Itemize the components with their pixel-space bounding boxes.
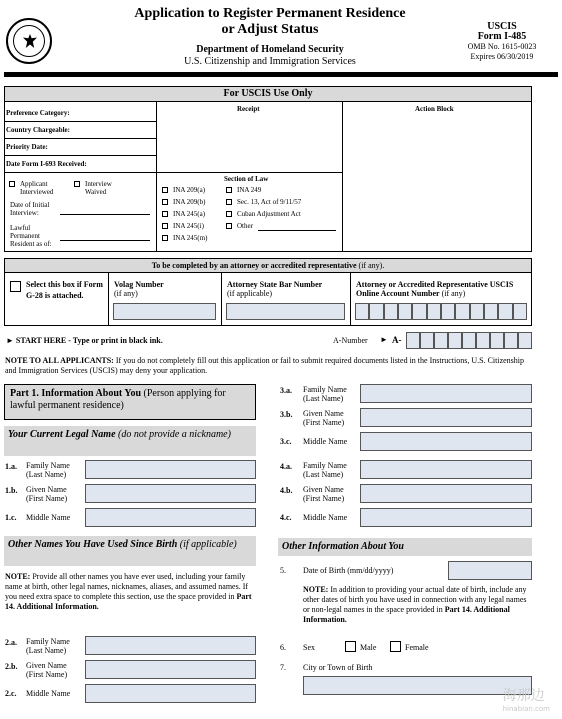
applicant-interviewed-label: Applicant Interviewed: [20, 180, 54, 196]
law-checkbox[interactable]: [162, 235, 168, 241]
given-name-label: Given Name (First Name): [26, 661, 68, 679]
interview-waived-label: Interview Waived: [85, 180, 112, 196]
legal-name-header: [4, 426, 256, 456]
digit-box[interactable]: [412, 303, 426, 320]
other-names-header: [4, 536, 256, 566]
family-name-label: Family Name (Last Name): [26, 461, 70, 479]
law-option: INA 245(i): [173, 222, 204, 230]
digit-box[interactable]: [355, 303, 369, 320]
female-checkbox[interactable]: [390, 641, 401, 652]
law-checkbox[interactable]: [162, 211, 168, 217]
attorney-header-bold: To be completed by an attorney or accredited representative: [151, 261, 357, 270]
row-number: 2.a.: [5, 638, 17, 647]
middle-name-label: Middle Name: [303, 437, 348, 446]
row-number: 4.b.: [280, 486, 293, 495]
omb-number: OMB No. 1615-0023: [467, 42, 537, 51]
digit-box[interactable]: [476, 332, 490, 349]
department-block: [100, 44, 440, 68]
arrow-right-icon: ►: [6, 336, 14, 345]
divider: [4, 121, 156, 122]
row-number: 4.a.: [280, 462, 292, 471]
priority-date-label: Priority Date:: [6, 143, 48, 151]
volag-label-text: Volag Number: [114, 280, 164, 289]
divider: [4, 138, 156, 139]
form-title: [100, 6, 440, 38]
digit-box[interactable]: [427, 303, 441, 320]
form-id-block: [452, 22, 552, 62]
other-given-name-input[interactable]: [360, 408, 532, 427]
row-number: 4.c.: [280, 513, 292, 522]
law-checkbox[interactable]: [226, 223, 232, 229]
row-number: 3.b.: [280, 410, 293, 419]
a-number-input[interactable]: [406, 332, 532, 349]
interview-waived-checkbox[interactable]: [74, 181, 80, 187]
watermark-logo: [503, 685, 550, 713]
law-checkbox[interactable]: [226, 187, 232, 193]
row-number: 2.b.: [5, 662, 18, 671]
middle-name-label: Middle Name: [26, 689, 71, 698]
other-family-name-input[interactable]: [85, 636, 256, 655]
note-part-ref: Part 14. Additional Information.: [5, 592, 252, 611]
divider: [4, 172, 342, 173]
title-line-2: or Adjust Status: [221, 22, 319, 37]
law-option: Other: [237, 222, 253, 230]
expiration-date: Expires 06/30/2019: [470, 52, 534, 61]
department-name: Department of Homeland Security: [196, 44, 344, 55]
section-of-law-label: Section of Law: [224, 175, 269, 183]
divider: [60, 214, 150, 215]
law-option: INA 209(a): [173, 186, 206, 194]
digit-box[interactable]: [498, 303, 512, 320]
start-here-bold: START HERE: [15, 336, 67, 345]
digit-box[interactable]: [513, 303, 527, 320]
given-name-label: Given Name (First Name): [26, 485, 68, 503]
legal-name-note: (do not provide a nickname): [118, 429, 231, 440]
city-of-birth-input[interactable]: [303, 676, 532, 695]
volag-sub: (if any): [114, 289, 138, 298]
male-checkbox[interactable]: [345, 641, 356, 652]
divider: [221, 273, 222, 326]
legal-name-title: Your Current Legal Name: [8, 429, 116, 440]
law-checkbox[interactable]: [226, 211, 232, 217]
law-checkbox[interactable]: [162, 199, 168, 205]
other-info-header: Other Information About You: [278, 538, 532, 556]
other-given-name-input[interactable]: [85, 660, 256, 679]
dhs-seal: [6, 18, 52, 64]
row-number: 7.: [280, 663, 286, 672]
female-label: Female: [405, 643, 429, 652]
form-number: Form I-485: [477, 31, 527, 42]
dob-label: Date of Birth (mm/dd/yyyy): [303, 566, 394, 575]
account-label-text: Attorney or Accredited Representative USCIS Online Account Number: [356, 280, 514, 298]
other-given-name-input[interactable]: [360, 484, 532, 503]
digit-box[interactable]: [441, 303, 455, 320]
account-sub: (if any): [441, 289, 466, 298]
male-label: Male: [360, 643, 377, 652]
bar-number-input[interactable]: [226, 303, 345, 320]
part1-title-bold: Part 1. Information About You: [10, 388, 142, 399]
volag-label: [114, 280, 164, 298]
note-bold: NOTE:: [5, 572, 31, 581]
digit-box[interactable]: [398, 303, 412, 320]
other-middle-name-input[interactable]: [360, 508, 532, 527]
digit-box[interactable]: [384, 303, 398, 320]
preference-category-label: Preference Category:: [6, 109, 70, 117]
divider: [4, 155, 156, 156]
start-here-rest: - Type or print in black ink.: [68, 336, 163, 345]
middle-name-label: Middle Name: [303, 513, 348, 522]
dob-note-part-ref: Part 14. Additional Information.: [303, 605, 510, 624]
family-name-input[interactable]: [85, 460, 256, 479]
law-option: INA 245(m): [173, 234, 208, 242]
row-number: 6.: [280, 643, 286, 652]
part1-header: [4, 384, 256, 420]
family-name-label: Family Name (Last Name): [303, 385, 347, 403]
note-text: Provide all other names you have ever used, including your family name at birth, other legal names, nicknames, aliases, and assumed names. If you need extra space to complete this section, use the space provided in: [5, 572, 249, 601]
law-option: INA 245(a): [173, 210, 206, 218]
digit-box[interactable]: [518, 332, 532, 349]
middle-name-label: Middle Name: [26, 513, 71, 522]
bar-sub: (if applicable): [227, 289, 273, 298]
divider: [156, 102, 157, 252]
other-names-note-block: [5, 572, 257, 612]
row-number: 3.a.: [280, 386, 292, 395]
dob-note-text: In addition to providing your actual date of birth, include any other dates of birth you have used in connection with any legal names or non-legal names in the space provided in: [303, 585, 527, 614]
dob-note-bold: NOTE:: [303, 585, 329, 594]
digit-box[interactable]: [470, 303, 484, 320]
bar-label-text: Attorney State Bar Number: [227, 280, 323, 289]
digit-box[interactable]: [369, 303, 383, 320]
divider: [60, 240, 150, 241]
other-middle-name-input[interactable]: [85, 684, 256, 703]
notice-bold: NOTE TO ALL APPLICANTS:: [5, 356, 114, 365]
header-divider: [4, 72, 558, 77]
given-name-label: Given Name (First Name): [303, 409, 345, 427]
row-number: 2.c.: [5, 689, 17, 698]
digit-box[interactable]: [490, 332, 504, 349]
arrow-right-icon: ►: [380, 335, 388, 344]
row-number: 3.c.: [280, 437, 292, 446]
agency-short: USCIS: [487, 21, 517, 32]
date-of-birth-input[interactable]: [448, 561, 532, 580]
lpr-as-of-label: Lawful Permanent Resident as of:: [10, 224, 52, 248]
other-middle-name-input[interactable]: [360, 432, 532, 451]
attorney-header-rest: (if any).: [358, 261, 385, 270]
volag-number-input[interactable]: [113, 303, 216, 320]
digit-box[interactable]: [484, 303, 498, 320]
other-names-title: Other Names You Have Used Since Birth: [8, 539, 178, 550]
account-number-input[interactable]: [355, 303, 527, 320]
g28-checkbox[interactable]: [10, 281, 21, 292]
uscis-use-title: For USCIS Use Only: [4, 86, 532, 102]
title-line-1: Application to Register Permanent Residence: [134, 6, 406, 21]
start-here: [6, 336, 163, 345]
digit-box[interactable]: [462, 332, 476, 349]
row-number: 1.b.: [5, 486, 18, 495]
city-of-birth-label: City or Town of Birth: [303, 663, 373, 672]
country-chargeable-label: Country Chargeable:: [6, 126, 70, 134]
divider: [258, 230, 336, 231]
digit-box[interactable]: [504, 332, 518, 349]
digit-box[interactable]: [420, 332, 434, 349]
other-family-name-input[interactable]: [360, 460, 532, 479]
law-option: INA 209(b): [173, 198, 206, 206]
middle-name-input[interactable]: [85, 508, 256, 527]
given-name-label: Given Name (First Name): [303, 485, 345, 503]
digit-box[interactable]: [406, 332, 420, 349]
watermark-sub: hinabian.com: [502, 705, 550, 713]
account-label: [356, 280, 528, 298]
other-family-name-input[interactable]: [360, 384, 532, 403]
agency-name: U.S. Citizenship and Immigration Services: [184, 56, 356, 67]
divider: [350, 273, 351, 326]
notice-text: If you do not completely fill out this application or fail to submit required documents listed in the Instructions, U.S. Citizenship and Immigration Services (USCIS) may deny your application.: [5, 356, 525, 375]
receipt-label: Receipt: [237, 105, 260, 113]
sex-label: Sex: [303, 643, 315, 652]
eagle-icon: [23, 34, 37, 48]
watermark-main: 海那边: [502, 688, 545, 704]
law-checkbox[interactable]: [226, 199, 232, 205]
initial-interview-label: Date of Initial Interview:: [10, 201, 50, 217]
law-option: INA 249: [237, 186, 262, 194]
other-names-note: (if applicable): [179, 539, 237, 550]
row-number: 5.: [280, 566, 286, 575]
action-block-label: Action Block: [415, 105, 454, 113]
digit-box[interactable]: [448, 332, 462, 349]
law-option: Cuban Adjustment Act: [237, 210, 301, 218]
digit-box[interactable]: [455, 303, 469, 320]
g28-label: Select this box if Form G-28 is attached.: [26, 280, 103, 300]
notice-to-applicants: [5, 356, 533, 376]
law-checkbox[interactable]: [162, 187, 168, 193]
row-number: 1.a.: [5, 462, 17, 471]
row-number: 1.c.: [5, 513, 17, 522]
law-checkbox[interactable]: [162, 223, 168, 229]
given-name-input[interactable]: [85, 484, 256, 503]
family-name-label: Family Name (Last Name): [303, 461, 347, 479]
law-option: Sec. 13, Act of 9/11/57: [237, 198, 302, 206]
part1-title-rest: (Person applying for lawful permanent residence): [10, 388, 226, 411]
digit-box[interactable]: [434, 332, 448, 349]
attorney-header: [4, 258, 532, 273]
divider: [342, 102, 343, 252]
a-number-label: A-Number: [333, 336, 368, 345]
applicant-interviewed-checkbox[interactable]: [9, 181, 15, 187]
a-prefix: A-: [392, 335, 402, 345]
family-name-label: Family Name (Last Name): [26, 637, 70, 655]
seal-ring: [13, 25, 45, 57]
divider: [108, 273, 109, 326]
dob-note: [303, 585, 532, 625]
i693-date-label: Date Form I-693 Received:: [6, 160, 87, 168]
bar-label: [227, 280, 322, 298]
